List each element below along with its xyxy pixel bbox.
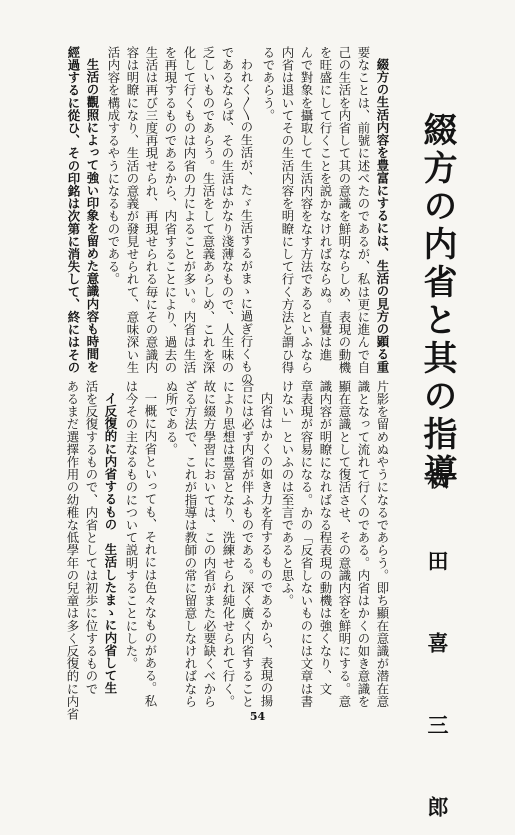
upper-column: 生活は再び三度再現せられ、再現せられる毎にその意識内: [144, 46, 159, 374]
upper-column: を旺盛にして行くことを説かなければならぬ。直覺は進: [318, 46, 333, 361]
lower-column: 識となって流れて行くのである。内省はかくの如き意識を: [356, 380, 371, 708]
upper-column: 綴方の生活内容を豊富にするには、生活の見方の顕る重: [375, 58, 390, 373]
lower-column: 顯在意識として復活させ、その意識内容を鮮明にする。意: [337, 380, 352, 708]
lower-column: ざる方法で、これが指導は教師の常に留意しなければなら: [183, 380, 198, 708]
page-number: 54: [249, 710, 266, 723]
upper-column: われく〱の生活が、たゞ生活するがまゝに過ぎ行くもの: [239, 58, 254, 386]
lower-column: 故に綴方學習においては、この内省がまた必要缺くべから: [202, 380, 217, 708]
author-name: 秋 田 喜 三 郎: [425, 468, 450, 835]
lower-column: 片影を留めぬやうになるであらう。即ち顯在意識が潜在意: [375, 380, 390, 708]
upper-column: 化して行くものは内省の力によることが多い。内省は生活: [182, 46, 197, 374]
upper-column: 乏しいものであらう。生活をして意義あらしめ、これを深: [201, 46, 216, 374]
upper-column: 生活の觀照によって強い印象を留めた意識内容も時間を: [85, 58, 100, 373]
lower-column: あるまだ選擇作用の幼稚な低學年の兒童は多く反復的に内省: [65, 380, 80, 721]
lower-column: ぬ所である。: [164, 380, 179, 456]
article-title: 綴方の内省と其の指導: [417, 112, 457, 492]
lower-column: イ反復的に内省するもの 生活したまゝに内省して生: [103, 392, 118, 695]
lower-column: 章表現が容易になる。かの「反省しないものには文章は書: [299, 380, 314, 708]
lower-column: 合には必ず内省が伴ふものである。深く廣く内省すること: [240, 380, 255, 708]
lower-column: 内省はかくの如き力を有するものであるから、表現の揚: [259, 392, 274, 707]
lower-column: 識内容が明瞭になればなる程表現の動機は強くなり、文: [318, 380, 333, 695]
lower-column: により思想は豊富となり、洗練せられ純化せられて行く。: [221, 380, 236, 708]
upper-column: 活内容を構成するやうになるものである。: [106, 46, 121, 286]
upper-column: 經過するに從ひ、その印銘は次第に消失して、終にはその: [66, 46, 81, 374]
lower-column: 一概に内省といっても、それには色々なものがある。私: [143, 392, 158, 707]
upper-column: 要なことは、前號に述べたのであるが、私は更に進んで自: [356, 46, 371, 374]
upper-column: んで對象を攝取して生活内容をなす方法であるといふなら: [299, 46, 314, 374]
upper-column: 己の生活を内省して其の意識を鮮明ならしめ、表現の動機: [337, 46, 352, 374]
upper-column: を再現するものであるから、内省することにより、過去の: [163, 46, 178, 374]
upper-column: るであらう。: [261, 46, 276, 122]
upper-column: 内省は退いてその生活内容を明瞭にして行く方法と謂ひ得: [280, 46, 295, 374]
lower-column: 活を反復するもので、内省としては初歩に位するもので: [84, 380, 99, 695]
upper-column: 容は明瞭になり、生活の意義が發見せられて、意味深い生: [125, 46, 140, 374]
lower-column: は今その主なるものについて説明することにした。: [124, 380, 139, 670]
upper-column: であるならば、その生活はかなり淺薄なもので、人生味の: [220, 46, 235, 374]
lower-column: けない」といふのは至言であると思ふ。: [280, 380, 295, 607]
